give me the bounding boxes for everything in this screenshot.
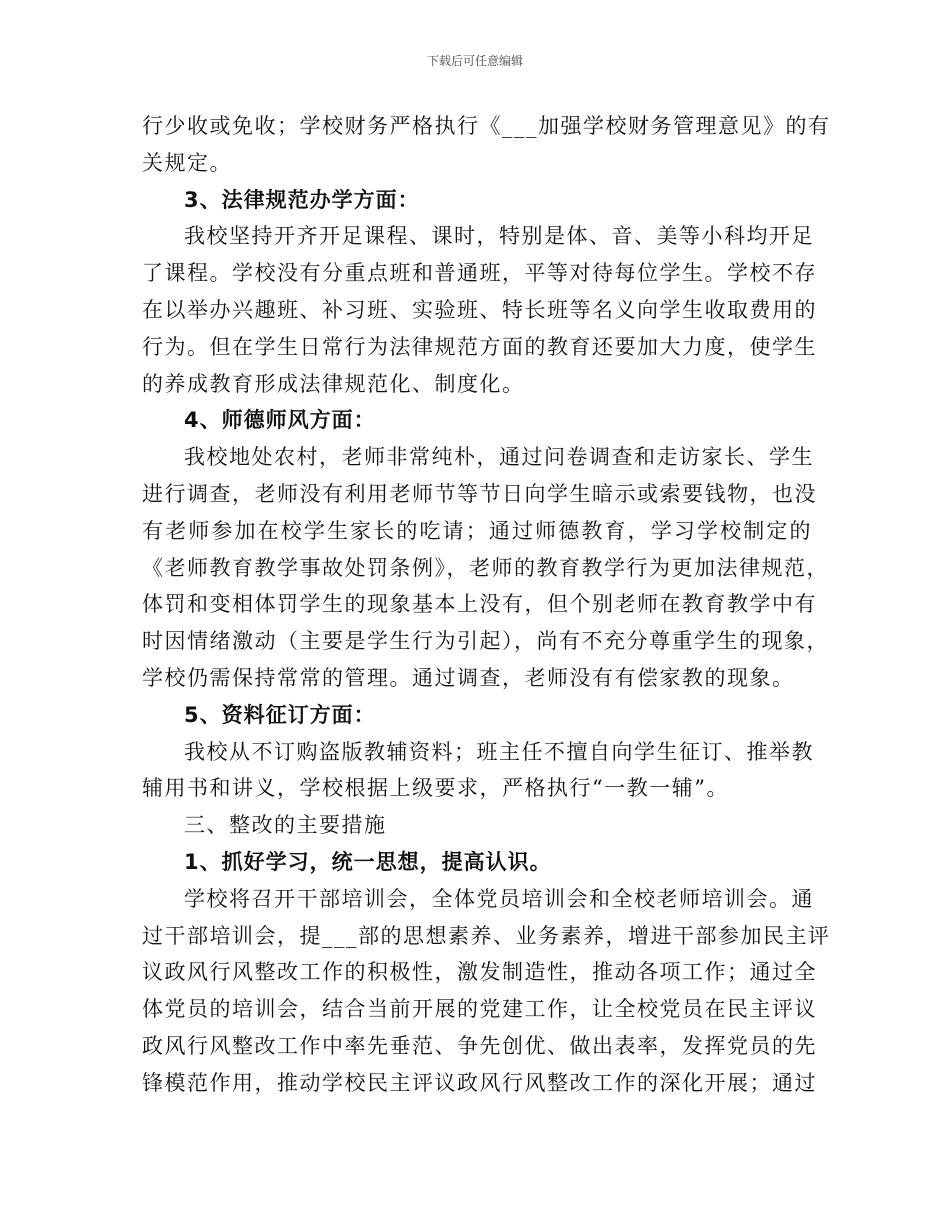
paragraph-line: 我校从不订购盗版教辅资料；班主任不擅自向学生征订、推举教 bbox=[184, 739, 814, 764]
paragraph-line: 《老师教育教学事故处罚条例》，老师的教育教学行为更加法律规范， bbox=[142, 555, 829, 580]
paragraph-line: 议政风行风整改工作的积极性，激发制造性，推动各项工作；通过全 bbox=[142, 960, 817, 985]
paragraph-line: 的养成教育形成法律规范化、制度化。 bbox=[142, 371, 525, 396]
paragraph-line: 时因情绪激动（主要是学生行为引起），尚有不充分尊重学生的现象， bbox=[142, 629, 829, 654]
paragraph-line: 了课程。学校没有分重点班和普通班，平等对待每位学生。学校不存 bbox=[142, 261, 817, 286]
paragraph-line: 我校坚持开齐开足课程、课时，特别是体、音、美等小科均开足 bbox=[184, 224, 814, 249]
paragraph-line: 锋模范作用，推动学校民主评议政风行风整改工作的深化开展；通过 bbox=[142, 1070, 817, 1095]
document-body bbox=[142, 108, 831, 1102]
paragraph-line: 辅用书和讲义，学校根据上级要求，严格执行“一教一辅”。 bbox=[142, 776, 729, 801]
paragraph-line: 政风行风整改工作中率先垂范、争先创优、做出表率，发挥党员的先 bbox=[142, 1033, 817, 1058]
section-heading: 1、抓好学习，统一思想，提高认识。 bbox=[184, 849, 552, 874]
paragraph-line: 在以举办兴趣班、补习班、实验班、特长班等名义向学生收取费用的 bbox=[142, 297, 817, 322]
paragraph-line: 有老师参加在校学生家长的吃请；通过师德教育，学习学校制定的 bbox=[142, 518, 812, 543]
paragraph-line: 关规定。 bbox=[142, 150, 232, 175]
paragraph-line: 我校地处农村，老师非常纯朴，通过问卷调查和走访家长、学生 bbox=[184, 445, 814, 470]
section-heading: 3、法律规范办学方面： bbox=[184, 187, 420, 212]
paragraph-line: 学校仍需保持常常的管理。通过调查，老师没有有偿家教的现象。 bbox=[142, 665, 795, 690]
paragraph-line: 进行调查，老师没有利用老师节等节日向学生暗示或索要钱物，也没 bbox=[142, 481, 817, 506]
paragraph-line: 过干部培训会，提___部的思想素养、业务素养，增进干部参加民主评 bbox=[142, 923, 831, 948]
section-heading: 5、资料征订方面： bbox=[184, 702, 376, 727]
paragraph-line: 行少收或免收；学校财务严格执行《___加强学校财务管理意见》的有 bbox=[142, 114, 831, 138]
paragraph-line: 体党员的培训会，结合当前开展的党建工作，让全校党员在民主评议 bbox=[142, 997, 817, 1022]
page-header: 下载后可任意编辑 bbox=[426, 54, 523, 68]
paragraph-line: 三、整改的主要措施 bbox=[184, 813, 387, 838]
paragraph-line: 行为。但在学生日常行为法律规范方面的教育还要加大力度，使学生 bbox=[142, 334, 817, 359]
paragraph-line: 体罚和变相体罚学生的现象基本上没有，但个别老师在教育教学中有 bbox=[142, 592, 817, 617]
section-heading: 4、师德师风方面： bbox=[184, 408, 376, 433]
paragraph-line: 学校将召开干部培训会，全体党员培训会和全校老师培训会。通 bbox=[184, 886, 814, 911]
